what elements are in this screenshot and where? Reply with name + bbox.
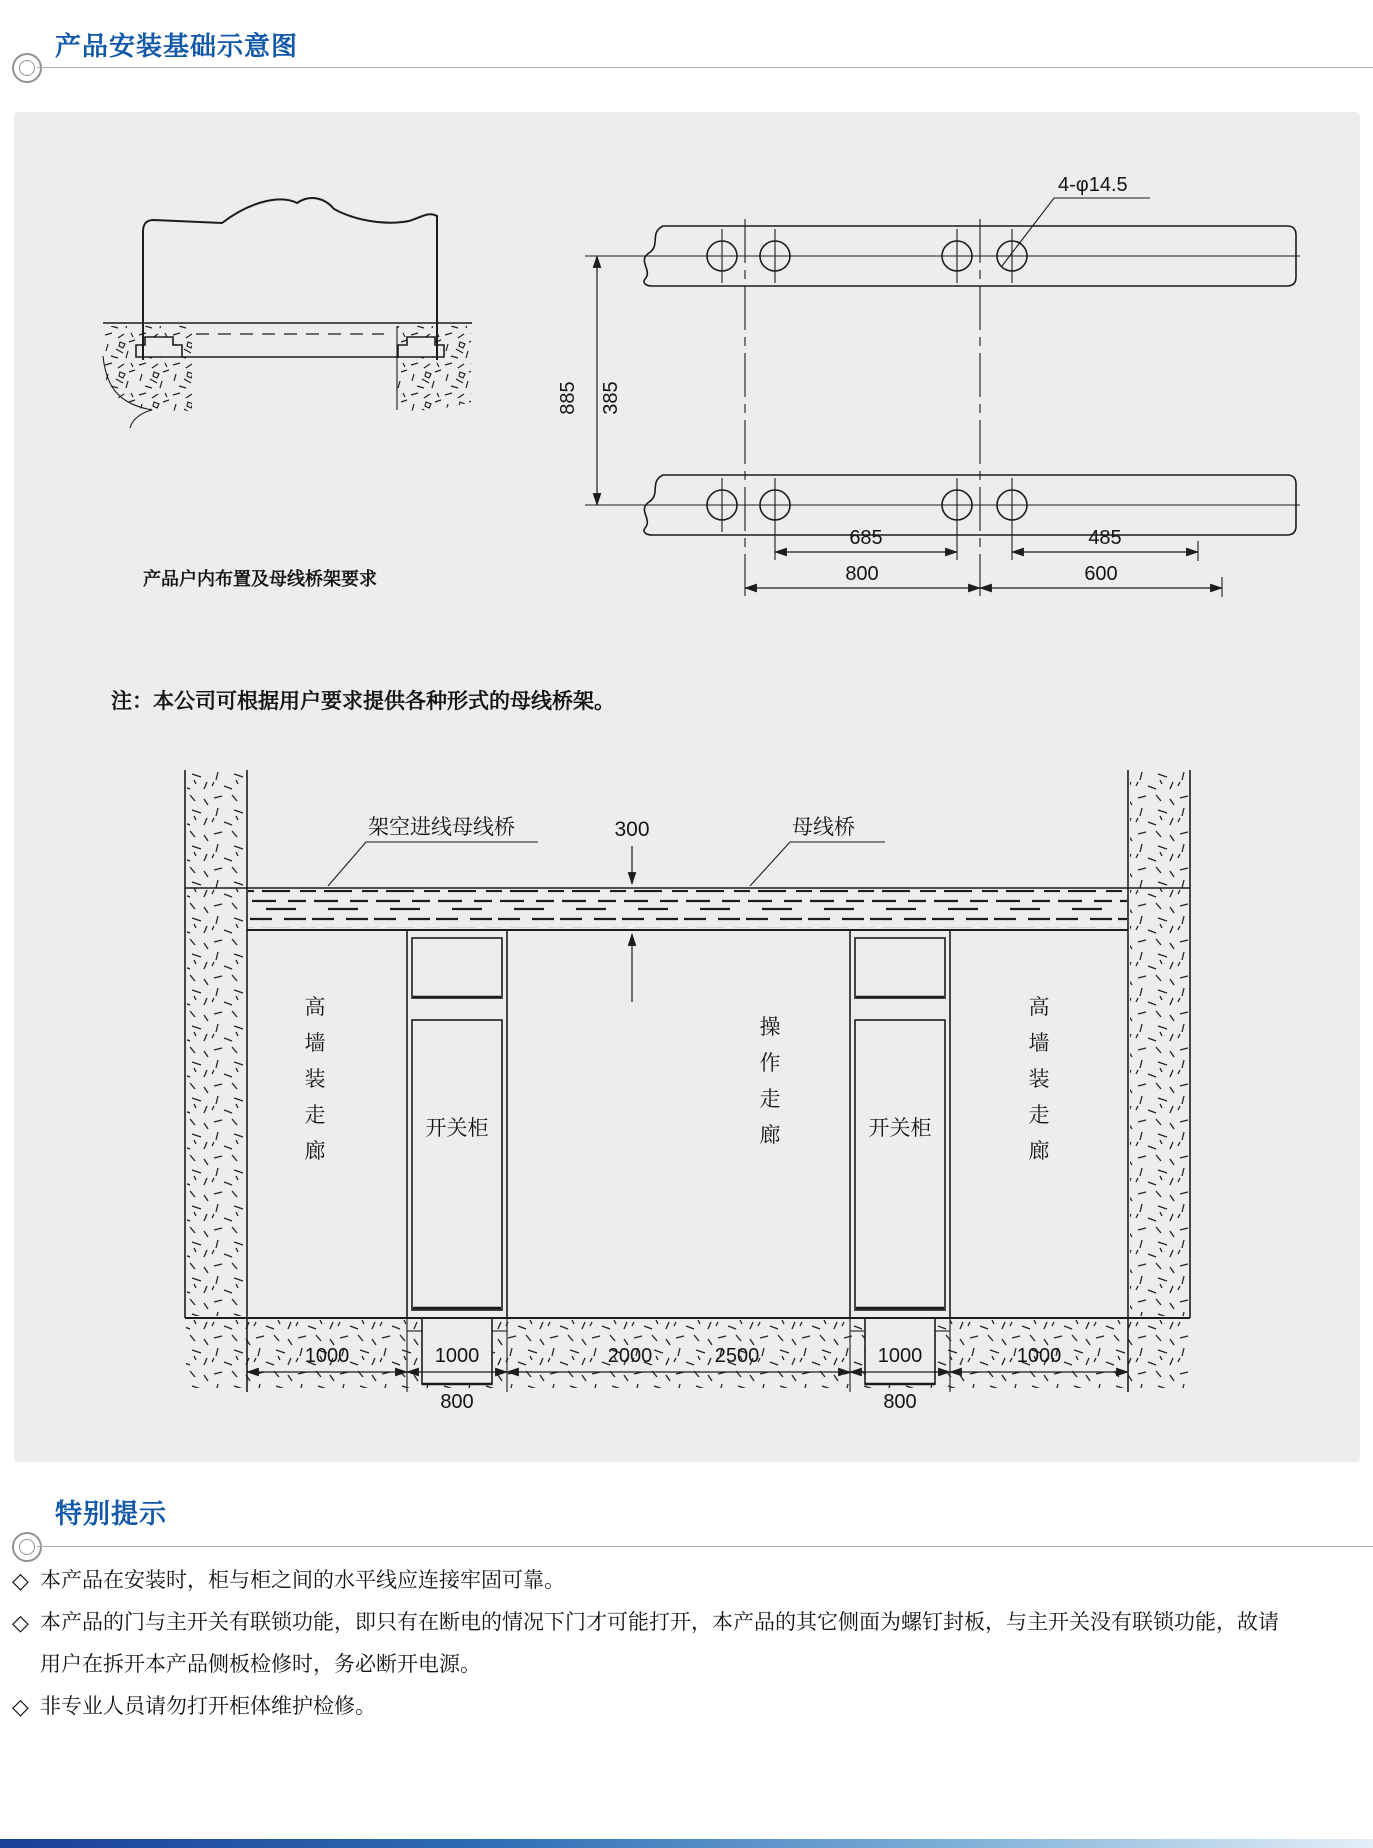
list-item	[0, 1602, 1292, 1686]
dim-685: 685	[849, 527, 883, 549]
list-item	[0, 1560, 1292, 1602]
room-elevation-diagram	[185, 770, 1190, 1413]
hole-callout-label: 4-φ14.5	[1058, 174, 1128, 196]
notice-text: 非专业人员请勿打开柜体维护检修。	[40, 1695, 376, 1718]
cabinet-right-label: 开关柜	[868, 1117, 932, 1140]
overhead-busbridge-label: 架空进线母线桥	[368, 816, 515, 839]
corridor-right-label: 高墙装走廊	[1028, 996, 1050, 1163]
diamond-bullet-icon: ◇	[12, 1610, 29, 1635]
diamond-bullet-icon: ◇	[12, 1568, 29, 1593]
note-text: 注：本公司可根据用户要求提供各种形式的母线桥架。	[111, 690, 615, 713]
corridor-center-label: 操作走廊	[759, 1016, 781, 1147]
dim-800-right: 800	[883, 1391, 917, 1413]
dim-1000-a: 1000	[304, 1345, 350, 1367]
indoor-layout-diagram	[103, 198, 472, 589]
footer-gradient-bar	[0, 1839, 1373, 1848]
diamond-bullet-icon: ◇	[12, 1694, 29, 1719]
notice-text: 本产品的门与主开关有联锁功能，即只有在断电的情况下门才可能打开，本产品的其它侧面为螺钉封板，与主开关没有联锁功能，故请用户在拆开本产品侧板检修时，务必断开电源。	[40, 1611, 1279, 1676]
page-title: 产品安装基础示意图	[55, 31, 299, 61]
dim-2000: 2000	[607, 1345, 653, 1367]
dim-485: 485	[1088, 527, 1122, 549]
dim-1000-d: 1000	[1016, 1345, 1062, 1367]
dim-1000-b: 1000	[434, 1345, 480, 1367]
dim-385: 385	[600, 381, 622, 415]
notice-section-title: 特别提示	[55, 1499, 167, 1529]
notice-text: 本产品在安装时，柜与柜之间的水平线应连接牢固可靠。	[40, 1569, 565, 1592]
dim-885: 885	[557, 381, 579, 415]
busbridge-label: 母线桥	[792, 816, 855, 839]
cabinet-left-label: 开关柜	[425, 1117, 489, 1140]
foundation-plan-diagram	[557, 174, 1300, 597]
section-divider-line	[37, 1546, 1373, 1547]
special-notices-list	[0, 1560, 1292, 1728]
dim-800: 800	[845, 563, 879, 585]
indoor-diagram-caption: 产品户内布置及母线桥架要求	[143, 569, 377, 589]
section-ring-icon	[12, 1532, 42, 1562]
dim-2500: 2500	[714, 1345, 760, 1367]
dim-300: 300	[614, 818, 650, 841]
dim-800-left: 800	[440, 1391, 474, 1413]
dim-1000-c: 1000	[877, 1345, 923, 1367]
dim-600: 600	[1084, 563, 1118, 585]
list-item	[0, 1686, 1292, 1728]
corridor-left-label: 高墙装走廊	[304, 996, 326, 1163]
busbridge-band	[248, 890, 1127, 928]
